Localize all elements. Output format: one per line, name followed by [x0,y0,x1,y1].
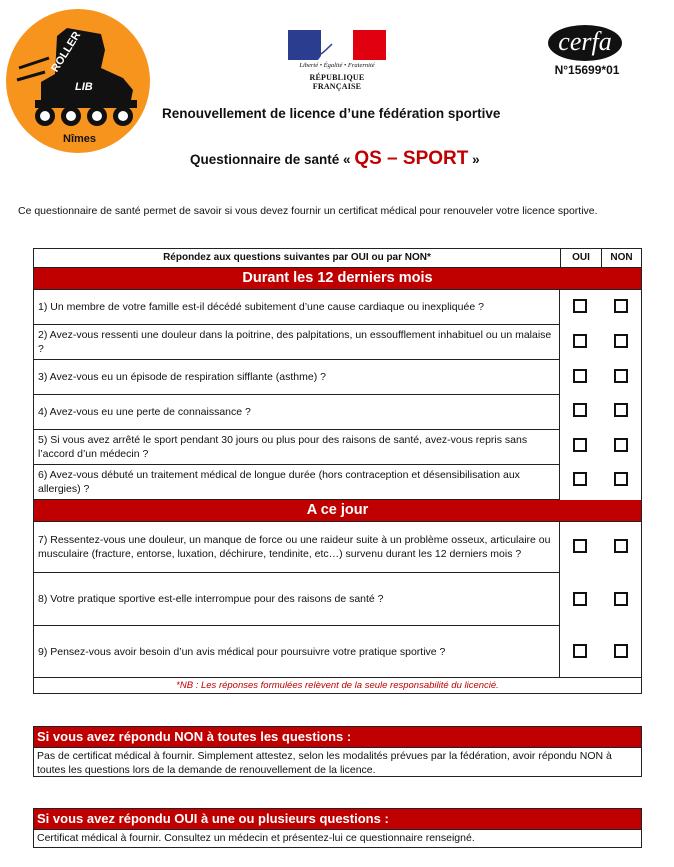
republique-name: RÉPUBLIQUE FRANÇAISE [309,73,365,91]
question-row-9: 9) Pensez-vous avoir besoin d’un avis médical pour poursuivre votre pratique sportive ? [34,626,560,677]
checkbox-no-4[interactable] [614,403,628,417]
checkbox-no-9[interactable] [614,644,628,658]
responsibility-note: *NB : Les réponses formulées relèvent de la seule responsabilité du licencié. [34,677,641,694]
questionnaire-title-prefix: Questionnaire de santé « [190,152,351,167]
header-question: Répondez aux questions suivantes par OUI ou par NON* [34,249,561,267]
question-row-6: 6) Avez-vous débuté un traitement médical de longue durée (hors contraception et désensibilisation aux allergies) ? [34,465,560,500]
checkbox-no-1[interactable] [614,299,628,313]
checkbox-yes-8[interactable] [573,592,587,606]
checkbox-no-7[interactable] [614,539,628,553]
checkbox-yes-3[interactable] [573,369,587,383]
questionnaire-title-suffix: » [472,152,480,167]
logo-text-lib: LIB [75,81,93,93]
info-box-all-no [33,726,642,777]
cerfa-logo: cerfa [548,25,622,61]
section-last-12-months: Durant les 12 derniers mois [34,268,641,290]
logo-city: Nîmes [63,133,97,145]
questionnaire-table [33,248,642,694]
info-box-all-no-text: Pas de certificat médical à fournir. Simplement attestez, selon les modalités prévues par la fédération, avoir répondu NON à toutes les questions lors de la demande de renouvellement de la licence. [37,750,612,776]
republique-motto: Liberté • Égalité • Fraternité [299,62,375,69]
question-row-5: 5) Si vous avez arrêté le sport pendant 30 jours ou plus pour des raisons de santé, avez-vous repris sans l’accord d’un médecin ? [34,430,560,465]
section-today: A ce jour [34,500,641,522]
info-box-any-yes [33,808,642,848]
checkbox-yes-5[interactable] [573,438,587,452]
tricolor-flag-icon [288,30,386,60]
question-row-7: 7) Ressentez-vous une douleur, un manque de force ou une raideur suite à un problème osseux, articulaire ou musculaire (fracture, entorse, luxation, déchirure, tendinite, etc…) survenu durant les 12 derniers mois ? [34,522,560,573]
question-row-8: 8) Votre pratique sportive est-elle interrompue pour des raisons de santé ? [34,573,560,626]
questionnaire-title-highlight: QS – SPORT [354,148,469,169]
checkbox-yes-6[interactable] [573,472,587,486]
question-row-3: 3) Avez-vous eu un épisode de respiration sifflante (asthme) ? [34,360,560,395]
checkbox-yes-2[interactable] [573,334,587,348]
question-row-4: 4) Avez-vous eu une perte de connaissance ? [34,395,560,430]
checkbox-no-6[interactable] [614,472,628,486]
info-box-all-no-heading: Si vous avez répondu NON à toutes les questions : [34,727,641,748]
logo-text-roller: ROLLER [49,29,84,75]
info-box-any-yes-text: Certificat médical à fournir. Consultez un médecin et présentez-lui ce questionnaire renseigné. [37,832,475,844]
cerfa-number: N°15699*01 [554,63,620,77]
question-row-2: 2) Avez-vous ressenti une douleur dans la poitrine, des palpitations, un essoufflement inhabituel ou un malaise ? [34,325,560,360]
checkbox-yes-7[interactable] [573,539,587,553]
roller-lib-logo [5,8,151,154]
questionnaire-title [190,148,480,170]
checkbox-no-2[interactable] [614,334,628,348]
checkbox-no-8[interactable] [614,592,628,606]
intro-text: Ce questionnaire de santé permet de savoir si vous devez fournir un certificat médical pour renouveler votre licence sportive. [18,205,598,217]
question-row-1: 1) Un membre de votre famille est-il décédé subitement d’une cause cardiaque ou inexpliquée ? [34,290,560,325]
checkbox-no-5[interactable] [614,438,628,452]
info-box-any-yes-heading: Si vous avez répondu OUI à une ou plusieurs questions : [34,809,641,830]
checkbox-yes-9[interactable] [573,644,587,658]
checkbox-no-3[interactable] [614,369,628,383]
checkbox-yes-4[interactable] [573,403,587,417]
header-no: NON [610,252,633,263]
header-yes: OUI [561,249,602,267]
document-title: Renouvellement de licence d’une fédération sportive [162,106,501,121]
republique-francaise-logo [288,30,386,91]
checkbox-yes-1[interactable] [573,299,587,313]
table-header [34,249,641,268]
